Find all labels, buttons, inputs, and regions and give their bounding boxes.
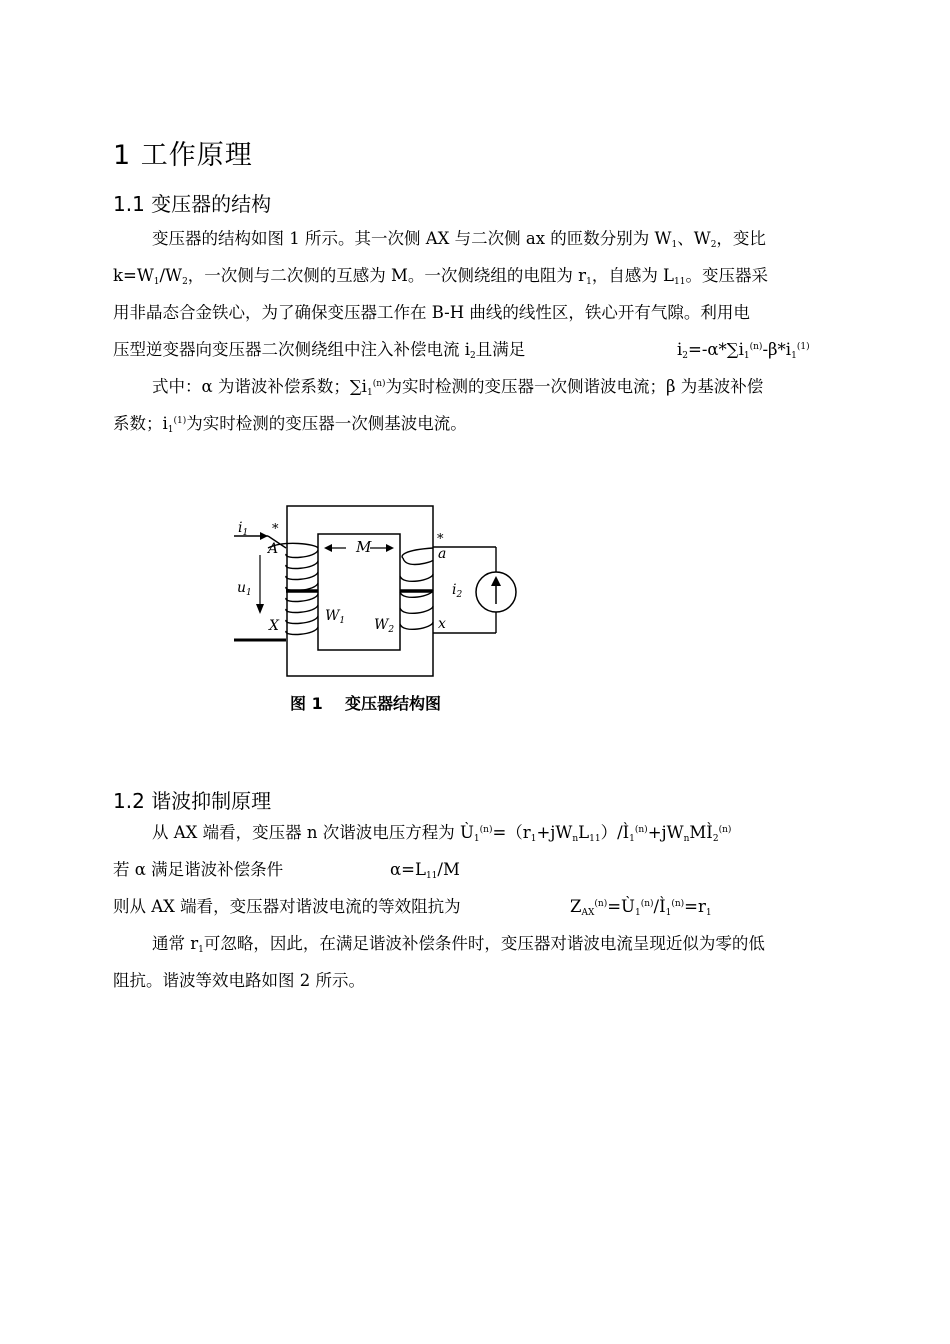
equation-impedance: $Z_{AX}^{(n)}=Ù_1^{(n)}/Ì_1^{(n)}=r_1$	[570, 897, 712, 918]
paragraph-line: 若 α 满足谐波补偿条件	[113, 860, 284, 879]
paragraph-line: 阻抗。谐波等效电路如图 2 所示。	[113, 971, 365, 990]
label-i1: $i_1$	[238, 520, 249, 538]
figure-caption: 图 1 变压器结构图	[290, 694, 441, 713]
equation-compensation-current: $i_2=-\alpha*\sum i_1^{(n)}-\beta*i_1^{(1)}$	[677, 340, 810, 361]
label-u1: $u_1$	[237, 580, 252, 598]
label-terminal-A: A	[268, 541, 279, 557]
paragraph-line: 则从 AX 端看，变压器对谐波电流的等效阻抗为	[113, 897, 461, 916]
label-W2: $W_2$	[374, 617, 395, 635]
label-W1: $W_1$	[325, 608, 346, 626]
subsection-heading-structure: 1.1 变压器的结构	[113, 192, 272, 216]
paragraph-line: 用非晶态合金铁心，为了确保变压器工作在 B-H 曲线的线性区，铁心开有气隙。利用电	[113, 303, 750, 322]
label-terminal-a: a	[438, 546, 447, 562]
dot-marker-secondary: *	[437, 532, 444, 547]
equation-alpha: $\alpha=L_{11}/M$	[390, 860, 460, 881]
label-terminal-X: X	[269, 618, 279, 634]
dot-marker-primary: *	[272, 522, 279, 537]
paragraph-line: 从 AX 端看，变压器 n 次谐波电压方程为 $Ù_1^{(n)}=(r_1+jW_nL_{11})/Ì_1^{(n)}+jW_nMÌ_2^{(n)}$	[152, 823, 732, 844]
label-i2: $i_2$	[452, 582, 463, 600]
section-heading: 1 工作原理	[113, 140, 253, 171]
paragraph-line: 系数；$i_1^{(1)}$为实时检测的变压器一次侧基波电流。	[113, 414, 467, 435]
label-terminal-x: x	[438, 616, 446, 632]
paragraph-line: 通常 $r_1$可忽略，因此，在满足谐波补偿条件时，变压器对谐波电流呈现近似为零的低	[152, 934, 765, 955]
label-M: M	[356, 538, 372, 556]
paragraph-line: 变压器的结构如图 1 所示。其一次侧 AX 与二次侧 ax 的匝数分别为 $W_1$、$W_2$，变比	[152, 229, 766, 250]
paragraph-line: $k=W_1/W_2$，一次侧与二次侧的互感为 M。一次侧绕组的电阻为 $r_1$，自感为 $L_{11}$。变压器采	[113, 266, 768, 287]
paragraph-line: 式中：α 为谐波补偿系数；$\sum i_1^{(n)}$为实时检测的变压器一次侧谐波电流；β 为基波补偿	[152, 377, 764, 398]
paragraph-line: 压型逆变器向变压器二次侧绕组中注入补偿电流 $i_2$且满足	[113, 340, 526, 361]
secondary-winding	[400, 548, 433, 629]
subsection-heading-harmonic: 1.2 谐波抑制原理	[113, 789, 272, 813]
